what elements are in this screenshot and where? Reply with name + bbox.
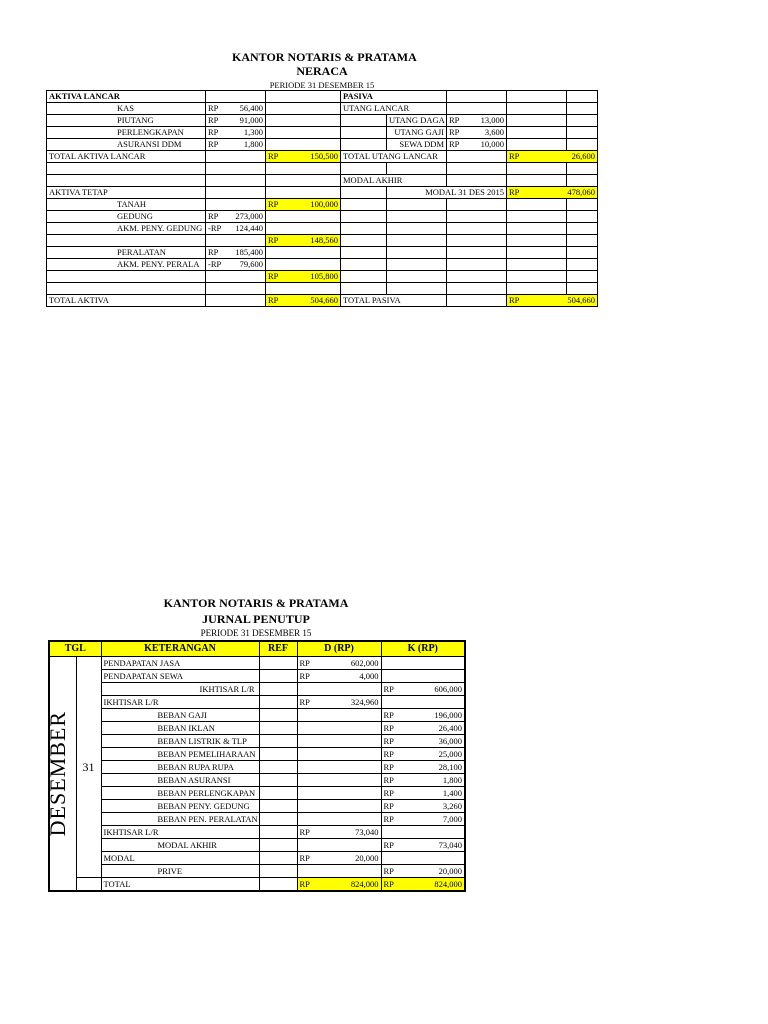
ref-cell <box>259 878 297 892</box>
keterangan-cell: BEBAN LISTRIK & TLP <box>101 735 259 748</box>
kredit-cell <box>381 852 465 865</box>
kas-rp: RP <box>208 103 219 113</box>
table-row <box>49 722 465 735</box>
debit-cell <box>297 696 381 709</box>
ref-cell <box>259 813 297 826</box>
jurnal-title: JURNAL PENUTUP <box>202 612 310 626</box>
kredit-rp: RP <box>383 840 394 850</box>
kredit-value: 1,400 <box>442 788 462 798</box>
total-pasiva-label: TOTAL PASIVA <box>341 295 447 307</box>
total-aktiva-label: TOTAL AKTIVA <box>47 295 206 307</box>
kredit-cell <box>381 722 465 735</box>
kredit-value: 606,000 <box>434 684 462 694</box>
keterangan-cell: BEBAN PEMELIHARAAN <box>101 748 259 761</box>
tul-rp: RP <box>509 151 520 161</box>
gedung-label: GEDUNG <box>47 211 206 223</box>
debit-cell <box>297 683 381 696</box>
keterangan-cell: PRIVE <box>101 865 259 878</box>
gedung-net-rp: RP <box>268 235 279 245</box>
header-kredit: K (RP) <box>381 641 465 657</box>
kredit-rp: RP <box>383 866 394 876</box>
utang-dagang-value: 13,000 <box>480 115 505 125</box>
kredit-rp: RP <box>383 879 394 889</box>
header-keterangan: KETERANGAN <box>101 641 259 657</box>
kredit-cell <box>381 761 465 774</box>
akm-gedung-rp: -RP <box>208 223 222 233</box>
perlengkapan-rp: RP <box>208 127 219 137</box>
ref-cell <box>259 696 297 709</box>
piutang-label: PIUTANG <box>47 115 206 127</box>
keterangan-cell: TOTAL <box>101 878 259 892</box>
ref-cell <box>259 761 297 774</box>
debit-cell <box>297 839 381 852</box>
table-row <box>49 800 465 813</box>
jurnal-company: KANTOR NOTARIS & PRATAMA <box>163 596 349 610</box>
ref-cell <box>259 748 297 761</box>
neraca-period: PERIODE 31 DESEMBER 15 <box>269 80 375 90</box>
neraca-row <box>47 223 598 235</box>
kredit-value: 3,260 <box>442 801 462 811</box>
kredit-rp: RP <box>383 801 394 811</box>
kredit-value: 196,000 <box>434 710 462 720</box>
keterangan-cell: IKHTISAR L/R <box>101 826 259 839</box>
neraca-row <box>47 163 598 175</box>
akm-peralatan-value: 79,600 <box>239 259 263 269</box>
utang-dagang-rp: RP <box>449 115 460 125</box>
asuransi-value: 1,800 <box>243 139 263 149</box>
utang-gaji-rp: RP <box>449 127 460 137</box>
ref-cell <box>259 735 297 748</box>
kredit-cell <box>381 748 465 761</box>
utang-lancar-header: UTANG LANCAR <box>341 103 447 115</box>
debit-cell <box>297 878 381 892</box>
neraca-row <box>47 295 598 307</box>
debit-cell <box>297 800 381 813</box>
debit-value: 20,000 <box>355 853 379 863</box>
neraca-row <box>47 283 598 295</box>
table-row <box>49 735 465 748</box>
month-cell <box>45 657 76 892</box>
tanah-rp: RP <box>268 199 279 209</box>
neraca-row <box>47 175 598 187</box>
keterangan-cell: PENDAPATAN SEWA <box>101 670 259 683</box>
kredit-value: 28,100 <box>438 762 462 772</box>
header-tgl: TGL <box>49 641 101 657</box>
kredit-rp: RP <box>383 775 394 785</box>
keterangan-cell: BEBAN RUPA RUPA <box>101 761 259 774</box>
table-row <box>49 865 465 878</box>
modal-31-label: MODAL 31 DES 2015 <box>387 187 507 199</box>
akm-peralatan-label: AKM. PENY. PERALA <box>47 259 206 271</box>
debit-value: 4,000 <box>359 671 379 681</box>
ref-cell <box>259 839 297 852</box>
perlengkapan-value: 1,300 <box>243 127 263 137</box>
header-ref: REF <box>259 641 297 657</box>
day-cell <box>76 657 101 878</box>
neraca-row <box>47 139 598 151</box>
debit-cell <box>297 865 381 878</box>
debit-cell <box>297 657 381 670</box>
kredit-cell <box>381 735 465 748</box>
kredit-rp: RP <box>383 762 394 772</box>
table-row <box>49 813 465 826</box>
peralatan-net-rp: RP <box>268 271 279 281</box>
modal-akhir-label: MODAL AKHIR <box>341 175 447 187</box>
debit-cell <box>297 748 381 761</box>
table-row <box>49 774 465 787</box>
table-row <box>49 709 465 722</box>
keterangan-cell: IKHTISAR L/R <box>101 683 259 696</box>
gedung-value: 273,000 <box>235 211 263 221</box>
kredit-cell <box>381 709 465 722</box>
debit-value: 73,040 <box>355 827 379 837</box>
total-utang-lancar-label: TOTAL UTANG LANCAR <box>341 151 447 163</box>
kas-value: 56,400 <box>239 103 263 113</box>
kredit-cell <box>381 657 465 670</box>
neraca-row <box>47 127 598 139</box>
table-row <box>49 683 465 696</box>
asuransi-rp: RP <box>208 139 219 149</box>
piutang-rp: RP <box>208 115 219 125</box>
tanah-value: 100,000 <box>310 199 338 209</box>
debit-rp: RP <box>299 827 310 837</box>
kredit-rp: RP <box>383 710 394 720</box>
kredit-rp: RP <box>383 814 394 824</box>
table-row <box>49 878 465 892</box>
aktiva-tetap-header: AKTIVA TETAP <box>47 187 206 199</box>
ref-cell <box>259 670 297 683</box>
akm-gedung-label: AKM. PENY. GEDUNG <box>47 223 206 235</box>
debit-rp: RP <box>299 853 310 863</box>
kredit-cell <box>381 878 465 892</box>
ref-cell <box>259 865 297 878</box>
ref-cell <box>259 709 297 722</box>
ref-cell <box>259 657 297 670</box>
day-label: 31 <box>82 760 95 774</box>
ref-cell <box>259 852 297 865</box>
debit-cell <box>297 670 381 683</box>
kredit-cell <box>381 670 465 683</box>
total-utang-lancar-value: 26,600 <box>571 151 596 161</box>
total-aktiva-lancar-label: TOTAL AKTIVA LANCAR <box>47 151 206 163</box>
utang-gaji-value: 3,600 <box>484 127 505 137</box>
keterangan-cell: BEBAN PERLENGKAPAN <box>101 787 259 800</box>
kredit-rp: RP <box>383 749 394 759</box>
jurnal-header-row <box>49 641 465 657</box>
kredit-cell <box>381 839 465 852</box>
sewa-ddm-rp: RP <box>449 139 460 149</box>
kredit-value: 20,000 <box>438 866 462 876</box>
tp-rp: RP <box>509 295 520 305</box>
kredit-cell <box>381 774 465 787</box>
table-row <box>49 761 465 774</box>
modal-value: 478,060 <box>567 187 596 197</box>
table-row <box>49 839 465 852</box>
gedung-net-value: 148,560 <box>310 235 338 245</box>
kredit-cell <box>381 696 465 709</box>
neraca-row <box>47 211 598 223</box>
debit-cell <box>297 826 381 839</box>
debit-cell <box>297 735 381 748</box>
neraca-title: NERACA <box>296 64 348 78</box>
debit-rp: RP <box>299 671 310 681</box>
ref-cell <box>259 800 297 813</box>
ref-cell <box>259 826 297 839</box>
kredit-cell <box>381 683 465 696</box>
keterangan-cell: BEBAN ASURANSI <box>101 774 259 787</box>
debit-cell <box>297 761 381 774</box>
kredit-rp: RP <box>383 788 394 798</box>
table-row <box>49 696 465 709</box>
peralatan-rp: RP <box>208 247 219 257</box>
sewa-ddm-value: 10,000 <box>480 139 505 149</box>
keterangan-cell: BEBAN PEN. PERALATAN <box>101 813 259 826</box>
pasiva-header: PASIVA <box>341 91 447 103</box>
kredit-rp: RP <box>383 684 394 694</box>
peralatan-label: PERALATAN <box>47 247 206 259</box>
table-row <box>49 787 465 800</box>
jurnal-body <box>45 657 465 892</box>
table-row <box>49 852 465 865</box>
table-row <box>49 657 465 670</box>
debit-cell <box>297 787 381 800</box>
perlengkapan-label: PERLENGKAPAN <box>47 127 206 139</box>
total-aktiva-lancar-value: 150,500 <box>310 151 338 161</box>
debit-rp: RP <box>299 879 310 889</box>
ref-cell <box>259 787 297 800</box>
tanah-label: TANAH <box>47 199 206 211</box>
aktiva-lancar-header: AKTIVA LANCAR <box>47 91 206 103</box>
akm-gedung-value: 124,440 <box>235 223 263 233</box>
debit-cell <box>297 774 381 787</box>
neraca-row <box>47 259 598 271</box>
debit-cell <box>297 813 381 826</box>
neraca-row <box>47 247 598 259</box>
kredit-cell <box>381 813 465 826</box>
debit-value: 824,000 <box>350 879 379 889</box>
utang-dagang-label: UTANG DAGA <box>387 115 447 127</box>
asuransi-label: ASURANSI DDM <box>47 139 206 151</box>
kredit-value: 26,400 <box>438 723 462 733</box>
keterangan-cell: PENDAPATAN JASA <box>101 657 259 670</box>
neraca-row <box>47 103 598 115</box>
kredit-cell <box>381 800 465 813</box>
ta-rp: RP <box>268 295 279 305</box>
kredit-value: 25,000 <box>438 749 462 759</box>
kredit-rp: RP <box>383 723 394 733</box>
jurnal-table <box>45 640 466 892</box>
neraca-row <box>47 199 598 211</box>
kredit-cell <box>381 826 465 839</box>
ref-cell <box>259 774 297 787</box>
tal-rp: RP <box>268 151 279 161</box>
debit-rp: RP <box>299 697 310 707</box>
kas-label: KAS <box>47 103 206 115</box>
neraca-row <box>47 271 598 283</box>
piutang-value: 91,000 <box>239 115 263 125</box>
keterangan-cell: IKHTISAR L/R <box>101 696 259 709</box>
keterangan-cell: MODAL <box>101 852 259 865</box>
header-debit: D (RP) <box>297 641 381 657</box>
keterangan-cell: BEBAN PENY. GEDUNG <box>101 800 259 813</box>
gedung-rp: RP <box>208 211 219 221</box>
neraca-company: KANTOR NOTARIS & PRATAMA <box>232 50 417 64</box>
neraca-row <box>47 91 598 103</box>
peralatan-value: 185,400 <box>235 247 263 257</box>
kredit-value: 824,000 <box>434 879 462 889</box>
kredit-rp: RP <box>383 736 394 746</box>
debit-cell <box>297 852 381 865</box>
neraca-row <box>47 151 598 163</box>
neraca-table <box>46 90 598 307</box>
kredit-cell <box>381 787 465 800</box>
jurnal-period: PERIODE 31 DESEMBER 15 <box>200 628 312 638</box>
neraca-row <box>47 187 598 199</box>
modal-rp: RP <box>509 187 520 197</box>
ref-cell <box>259 683 297 696</box>
keterangan-cell: BEBAN IKLAN <box>101 722 259 735</box>
table-row <box>49 826 465 839</box>
debit-value: 602,000 <box>350 658 379 668</box>
kredit-value: 1,800 <box>442 775 462 785</box>
kredit-value: 7,000 <box>442 814 462 824</box>
kredit-value: 73,040 <box>438 840 462 850</box>
month-label: DESEMBER <box>45 710 70 837</box>
ref-cell <box>259 722 297 735</box>
total-aktiva-value: 504,660 <box>310 295 338 305</box>
akm-peralatan-rp: -RP <box>208 259 222 269</box>
keterangan-cell: MODAL AKHIR <box>101 839 259 852</box>
debit-rp: RP <box>299 658 310 668</box>
debit-value: 324,960 <box>350 697 379 707</box>
debit-cell <box>297 722 381 735</box>
table-row <box>49 748 465 761</box>
keterangan-cell: BEBAN GAJI <box>101 709 259 722</box>
neraca-row <box>47 235 598 247</box>
utang-gaji-label: UTANG GAJI <box>387 127 447 139</box>
kredit-value: 36,000 <box>438 736 462 746</box>
peralatan-net-value: 105,800 <box>310 271 338 281</box>
kredit-cell <box>381 865 465 878</box>
neraca-row <box>47 115 598 127</box>
total-pasiva-value: 504,660 <box>567 295 596 305</box>
table-row <box>49 670 465 683</box>
debit-cell <box>297 709 381 722</box>
sewa-ddm-label: SEWA DDM <box>387 139 447 151</box>
